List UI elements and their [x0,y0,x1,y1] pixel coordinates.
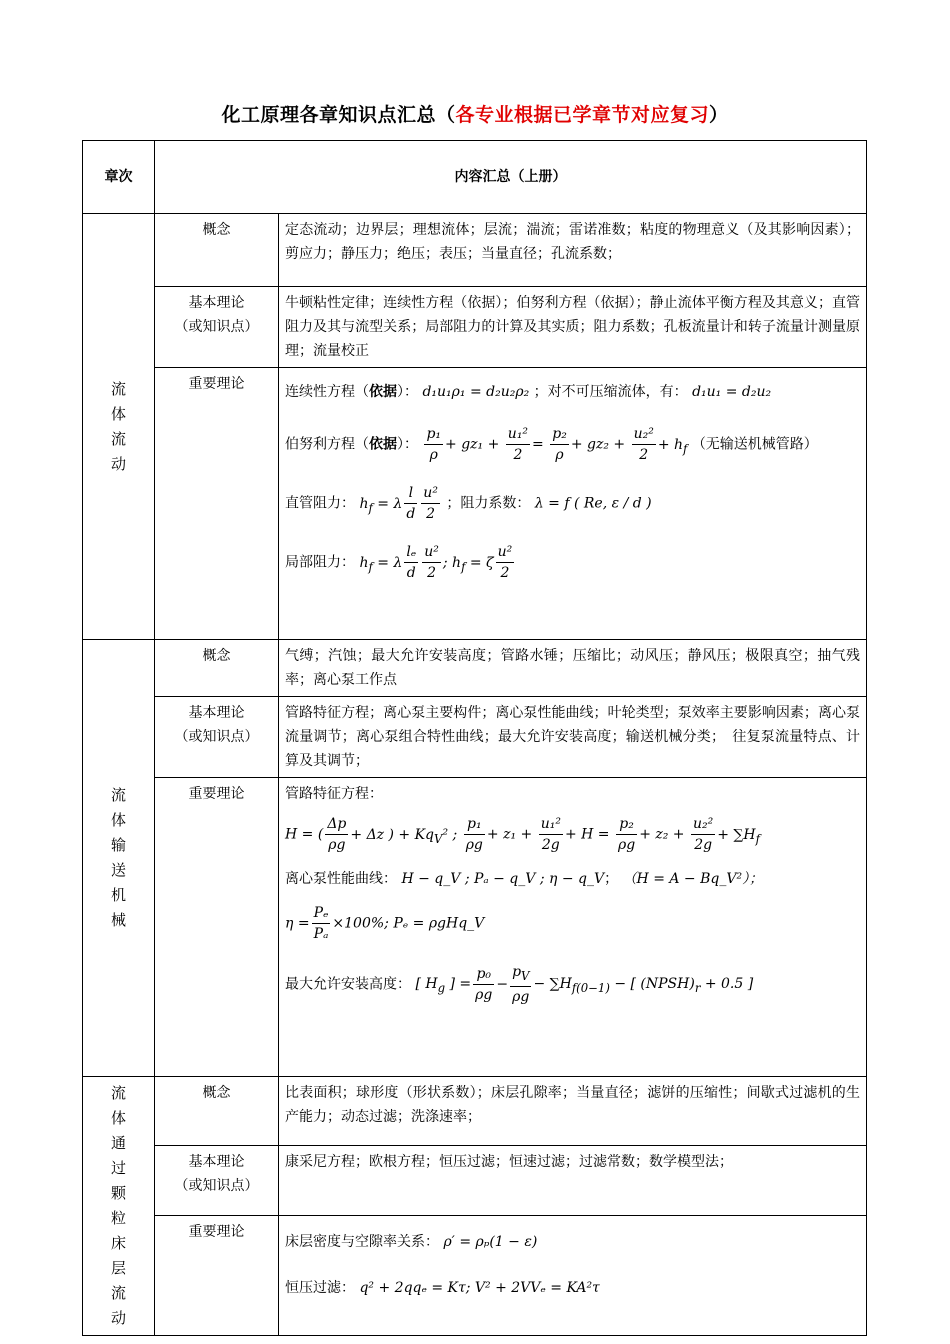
row-label [155,697,279,778]
g2-prefix: 离心泵性能曲线： [285,871,397,887]
f1-equation-2: d₁u₁ = d₂u₂ [692,384,772,400]
chapter-cell [83,214,155,640]
f2-basis: 依据 [369,436,397,453]
spacer [285,855,860,865]
table-row [83,697,867,778]
theory-text: 管路特征方程；离心泵主要构件；离心泵性能曲线；叶轮类型；泵效率主要影响因素；离心泵流量调节；离心泵组合特性曲线；最大允许安装高度；输送机械分类； 往复泵流量特点、计算及其调节； [279,697,867,778]
row-label: 概念 [155,640,279,697]
bed-density-relation [285,1228,860,1256]
theory-text: 牛顿粘性定律；连续性方程（依据）；伯努利方程（依据）；静止流体平衡方程及其意义；直管阻力及其与流型关系；局部阻力的计算及其实质；阻力系数；孔板流量计和转子流量计测量原理；流量校正 [279,287,867,368]
table-row [83,1215,867,1335]
g4-prefix: 最大允许安装高度： [285,976,411,993]
h1-prefix: 床层密度与空隙率关系： [285,1233,439,1250]
fraction: $\frac{\Delta p}{\rho g}$ [327,816,347,853]
chapter-label: 流体通过颗粒床层流动 [110,1084,126,1327]
concept-text: 比表面积；球形度（形状系数）；床层孔隙率；当量直径；滤饼的压缩性；间歇式过滤机的生产能力；动态过滤；洗涤速率； [279,1077,867,1146]
title-end: ） [709,104,729,126]
chapter-label: 流体输送机械 [110,786,126,929]
spacer [285,524,860,542]
page-title [0,100,950,127]
g3-equation: ×100%; Pₑ = ρgHq_V [332,915,485,932]
spacer [285,893,860,903]
formula-block [279,1215,867,1335]
h1-equation: ρ′ = ρₚ(1 − ε) [443,1233,538,1250]
fraction: $\frac{\text{Pₑ}}{\text{Pₐ}}$ [313,905,329,942]
fraction: $\frac{\text{u₁²}}{2}$ [507,426,529,463]
fraction: $\frac{\text{u²}}{2}$ [424,544,439,581]
table-row [83,368,867,640]
table-row [83,640,867,697]
theory-label: 基本理论 [188,295,245,311]
chapter-cell [83,640,155,1077]
local-resistance: 局部阻力： $h_f = \lambda$ $\frac{\text{lₑ}}{d}$ $\frac{\text{u²}}{2}$ ; $h_f = \zeta$ $\frac{\text{u²}}{2}$ [285,544,513,581]
spacer [285,944,860,962]
h2-equation: q² + 2qqₑ = Kτ; V² + 2VVₑ = KA²τ [359,1279,600,1296]
header-chapter: 章次 [83,141,155,214]
constant-pressure-filtration [285,1274,860,1302]
row-label [155,287,279,368]
knowledge-table [82,140,867,1336]
g2-equation: H − q_V ; Pₐ − q_V ; η − q_V [401,871,605,887]
fraction: $\frac{\text{p₂}}{\rho}$ [552,426,567,463]
title-main: 化工原理各章知识点汇总（ [221,104,456,126]
fraction: $\frac{\text{u²}}{2}$ [423,485,438,522]
fraction: $\frac{\text{u₂²}}{2}$ [633,426,654,463]
h2-prefix: 恒压过滤： [285,1279,355,1296]
formula-block [279,368,867,640]
row-label [155,1146,279,1215]
f1-equation: d₁u₁ρ₁ = d₂u₂ρ₂ [422,384,530,400]
theory-label-sub: （或知识点） [174,729,259,745]
pump-curve: 离心泵性能曲线： H − q_V ; Pₐ − q_V ; η − q_V； （H = A − Bq_V²）； [285,871,764,887]
f1-prefix: 连续性方程（ [285,384,369,400]
fraction: $\frac{\text{p₂}}{\rho g}$ [617,816,636,853]
row-label: 概念 [155,1077,279,1146]
chapter-label: 流体流动 [110,379,126,473]
f3-prefix: 直管阻力： [285,495,355,512]
f2-prefix: 伯努利方程（ [285,436,369,453]
efficiency-equation: η = $\frac{\text{Pₑ}}{\text{Pₐ}}$ ×100%; Pₑ = ρgHq_V [285,905,485,942]
fraction: $\frac{l}{d}$ [406,485,416,522]
fraction: $\frac{\text{u₁²}}{2g}$ [540,816,561,853]
concept-text: 气缚；汽蚀；最大允许安装高度；管路水锤；压缩比；动风压；静风压；极限真空；抽气残率；离心泵工作点 [279,640,867,697]
theory-text: 康采尼方程；欧根方程；恒压过滤；恒速过滤；过滤常数；数学模型法； [279,1146,867,1215]
table-header-row [83,141,867,214]
fraction: $\frac{\text{p₁}}{\rho}$ [426,426,442,463]
f1-close: ）： [397,384,418,400]
continuity-equation [285,378,860,406]
theory-label-sub: （或知识点） [174,1178,259,1195]
concept-text: 定态流动；边界层；理想流体；层流；湍流；雷诺准数；粘度的物理意义（及其影响因素）；剪应力；静压力；绝压；表压；当量直径；孔流系数； [279,214,867,287]
row-label: 重要理论 [155,368,279,640]
table-row [83,1146,867,1215]
spacer [285,406,860,424]
f3-mid: ；阻力系数： [446,495,531,512]
bernoulli-equation: 伯努利方程（依据）： $\frac{\text{p₁}}{\rho}$ + gz₁ + $\frac{\text{u₁²}}{2}$ = $\frac{\text{p₂}}{\rho}$ + gz₂ + $\frac{\text{u₂²}}{2}$ + $h_f$ （无输送机械管路） [285,426,818,463]
g1-prefix: 管路特征方程： [285,786,383,802]
theory-label-sub: （或知识点） [174,319,259,335]
fraction: $\frac{\text{p₁}}{\rho g}$ [465,816,483,853]
table-row [83,1077,867,1146]
f2-note: （无输送机械管路） [691,436,818,453]
table-row [83,214,867,287]
formula-block [279,778,867,1077]
fraction: $\frac{\text{u₂²}}{2g}$ [693,816,714,853]
spacer [285,1256,860,1274]
spacer [285,465,860,483]
max-install-height: 最大允许安装高度： [ $H_g$ ] = $\frac{\text{p₀}}{\rho g}$ − $\frac{p_V}{\rho g}$ − $\sum H_{f(0-1)}$ − [ $(NPSH)_r + 0.5$ ] [285,964,754,1005]
g2-equation-2: （H = A − Bq_V²）； [622,871,764,887]
table-row [83,287,867,368]
f1-mid: ；对不可压缩流体，有： [533,384,688,400]
table-row [83,778,867,1077]
row-label: 重要理论 [155,778,279,1077]
f1-basis: 依据 [369,384,397,400]
theory-label: 基本理论 [188,1154,245,1171]
straight-pipe-resistance: 直管阻力： $h_f = \lambda$ $\frac{l}{d}$ $\frac{\text{u²}}{2}$ ；阻力系数： λ = f ( Re, ε / d ) [285,485,652,522]
f2-close: ）： [397,436,418,453]
title-highlight: 各专业根据已学章节对应复习 [455,104,709,126]
fraction: $\frac{p_V}{\rho g}$ [512,964,530,1005]
fraction: $\frac{\text{lₑ}}{d}$ [406,544,417,581]
row-label: 重要理论 [155,1215,279,1335]
row-label: 概念 [155,214,279,287]
theory-label: 基本理论 [188,705,245,721]
chapter-cell [83,1077,155,1336]
header-content: 内容汇总（上册） [155,141,867,214]
f4-prefix: 局部阻力： [285,554,355,571]
pipeline-equation: H = ( $\frac{\Delta p}{\rho g}$ + Δz ) + $Kq_V^2$ ; $\frac{\text{p₁}}{\rho g}$ + z₁ + $\frac{\text{u₁²}}{2g}$ + H = $\frac{\text{p₂}}{\rho g}$ + z₂ + $\frac{\text{u₂²}}{2g}$ + $\sum H_f$ [285,816,760,853]
fraction: $\frac{\text{p₀}}{\rho g}$ [475,965,493,1003]
fraction: $\frac{\text{u²}}{2}$ [497,544,513,581]
